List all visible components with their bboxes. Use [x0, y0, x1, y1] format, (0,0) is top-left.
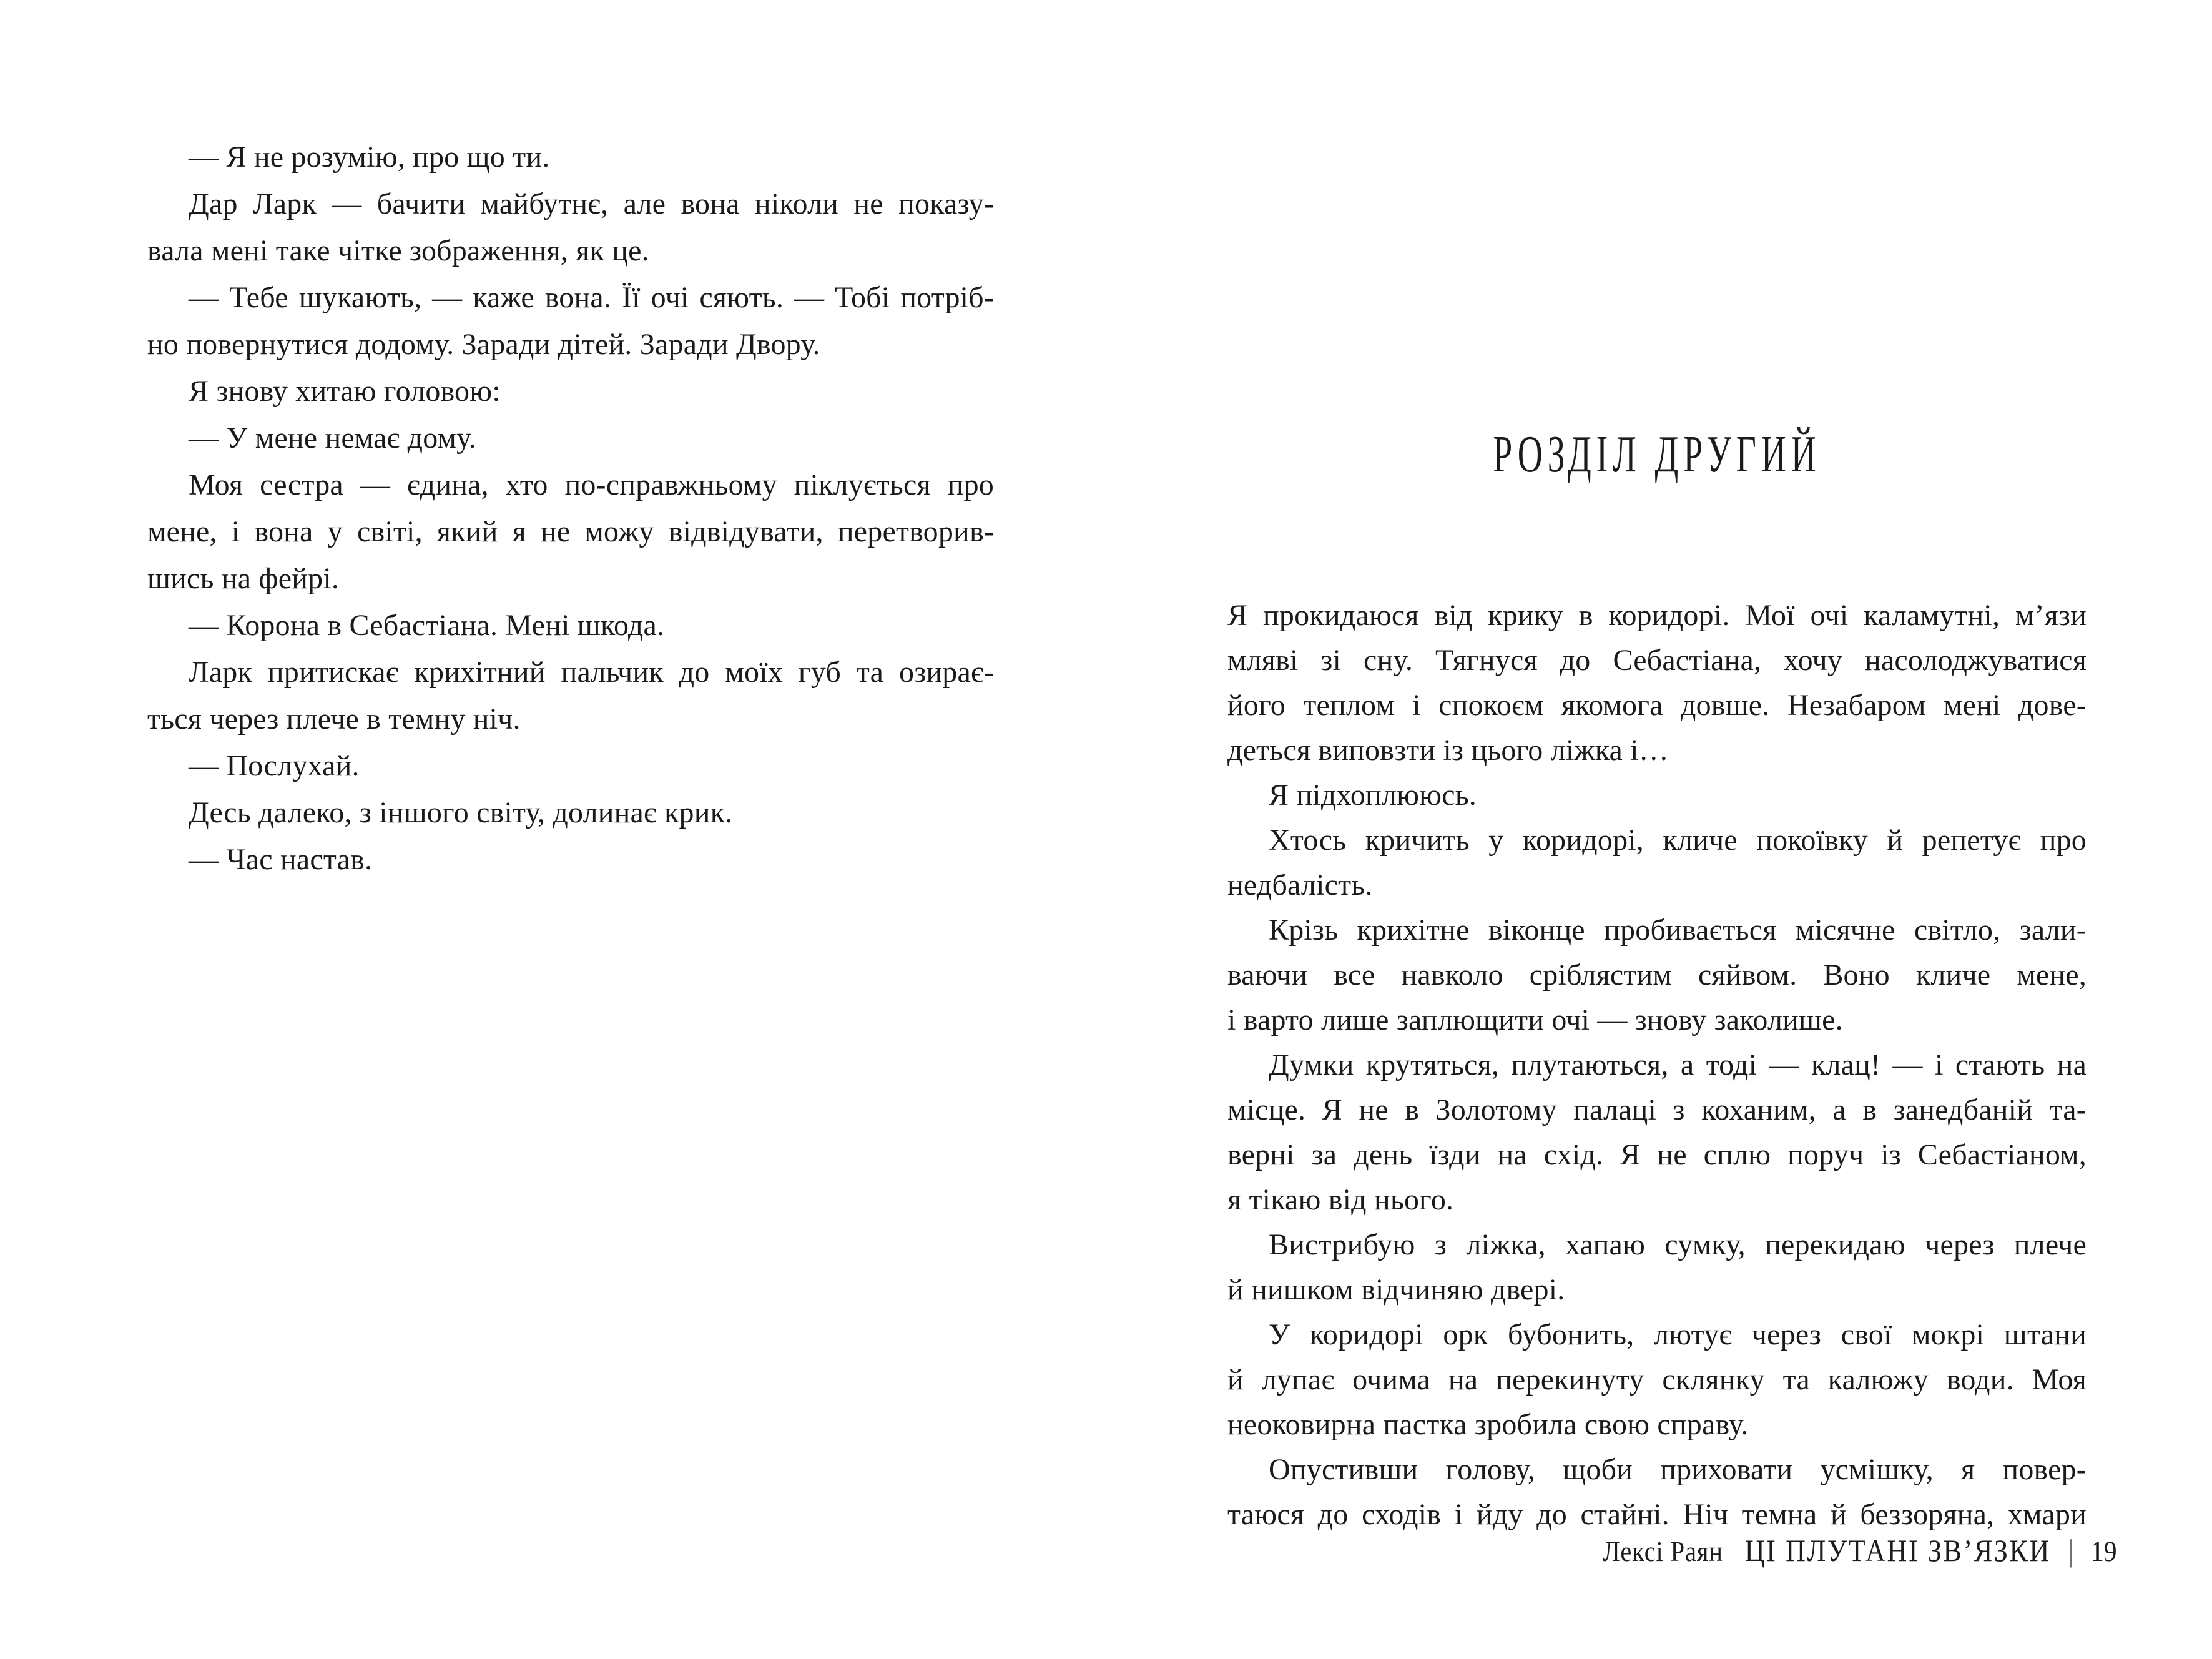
text-line: Ларк притискає крихітний пальчик до моїх губ та озирає-	[189, 656, 994, 689]
text-line: но повернутися додому. Заради дітей. Заради Двору.	[147, 328, 820, 361]
footer-page-number: 19	[2091, 1535, 2117, 1568]
text-line: Я знову хитаю головою:	[189, 375, 501, 408]
footer-author: Лексі Раян	[1603, 1535, 1724, 1567]
right-page-text	[1227, 593, 2087, 1537]
footer-book-title: ЦІ ПЛУТАНІ ЗВ’ЯЗКИ	[1745, 1533, 2052, 1568]
text-line: Я підхоплююсь.	[1269, 779, 1477, 812]
text-line: ться через плече в темну ніч.	[147, 702, 521, 736]
text-line: Думки крутяться, плутаються, а тоді — клац! — і стають на	[1269, 1048, 2087, 1081]
text-line: — Я не розумію, про що ти.	[189, 140, 550, 174]
text-line: й лупає очима на перекинуту склянку та калюжу води. Моя	[1227, 1363, 2087, 1396]
text-line: і варто лише заплющити очі — знову заколише.	[1227, 1003, 1843, 1036]
text-line: — Корона в Себастіана. Мені шкода.	[189, 609, 665, 642]
running-footer	[1603, 1531, 2117, 1571]
text-line: я тікаю від нього.	[1227, 1183, 1454, 1216]
text-line: — Час настав.	[189, 843, 373, 876]
text-line: — Послухай.	[189, 749, 360, 782]
text-line: — У мене немає дому.	[189, 421, 476, 455]
text-line: Дар Ларк — бачити майбутнє, але вона ніколи не показу-	[189, 187, 994, 220]
text-line: деться виповзти із цього ліжка і…	[1227, 734, 1669, 767]
text-line: У коридорі орк бубонить, лютує через свої мокрі штани	[1269, 1318, 2087, 1351]
text-line: Опустивши голову, щоби приховати усмішку, я повер-	[1269, 1453, 2087, 1486]
text-line: Вистрибую з ліжка, хапаю сумку, перекидаю через плече	[1269, 1228, 2087, 1261]
text-line: Моя сестра — єдина, хто по-справжньому піклується про	[189, 468, 994, 501]
text-line: Десь далеко, з іншого світу, долинає крик.	[189, 796, 733, 829]
text-line: мляві зі сну. Тягнуся до Себастіана, хочу насолоджуватися	[1227, 644, 2087, 677]
text-line: його теплом і спокоєм якомога довше. Незабаром мені дове-	[1227, 689, 2087, 722]
text-line: вала мені таке чітке зображення, як це.	[147, 234, 649, 267]
text-line: — Тебе шукають, — каже вона. Її очі сяють. — Тобі потріб-	[189, 281, 994, 314]
left-page-text	[147, 134, 994, 883]
text-line: Крізь крихітне віконце пробивається місячне світло, зали-	[1269, 913, 2087, 947]
text-line: шись на фейрі.	[147, 562, 340, 595]
text-line: неоковирна пастка зробила свою справу.	[1227, 1408, 1749, 1441]
text-line: ваючи все навколо сріблястим сяйвом. Воно кличе мене,	[1227, 958, 2087, 992]
text-line: мене, і вона у світі, який я не можу відвідувати, перетворив-	[147, 515, 994, 548]
chapter-heading: РОЗДІЛ ДРУГИЙ	[1493, 425, 1821, 483]
footer-separator: |	[2069, 1533, 2073, 1568]
text-line: таюся до сходів і йду до стайні. Ніч темна й беззоряна, хмари	[1227, 1498, 2087, 1531]
text-line: й нишком відчиняю двері.	[1227, 1273, 1565, 1306]
text-line: місце. Я не в Золотому палаці з коханим, а в занедбаній та-	[1227, 1093, 2087, 1126]
right-page	[1106, 0, 2212, 1659]
text-line: Я прокидаюся від крику в коридорі. Мої очі каламутні, м’язи	[1227, 599, 2087, 632]
text-line: верні за день їзди на схід. Я не сплю поруч із Себастіаном,	[1227, 1138, 2087, 1171]
text-line: недбалість.	[1227, 869, 1373, 902]
text-line: Хтось кричить у коридорі, кличе покоївку й репетує про	[1269, 824, 2087, 857]
